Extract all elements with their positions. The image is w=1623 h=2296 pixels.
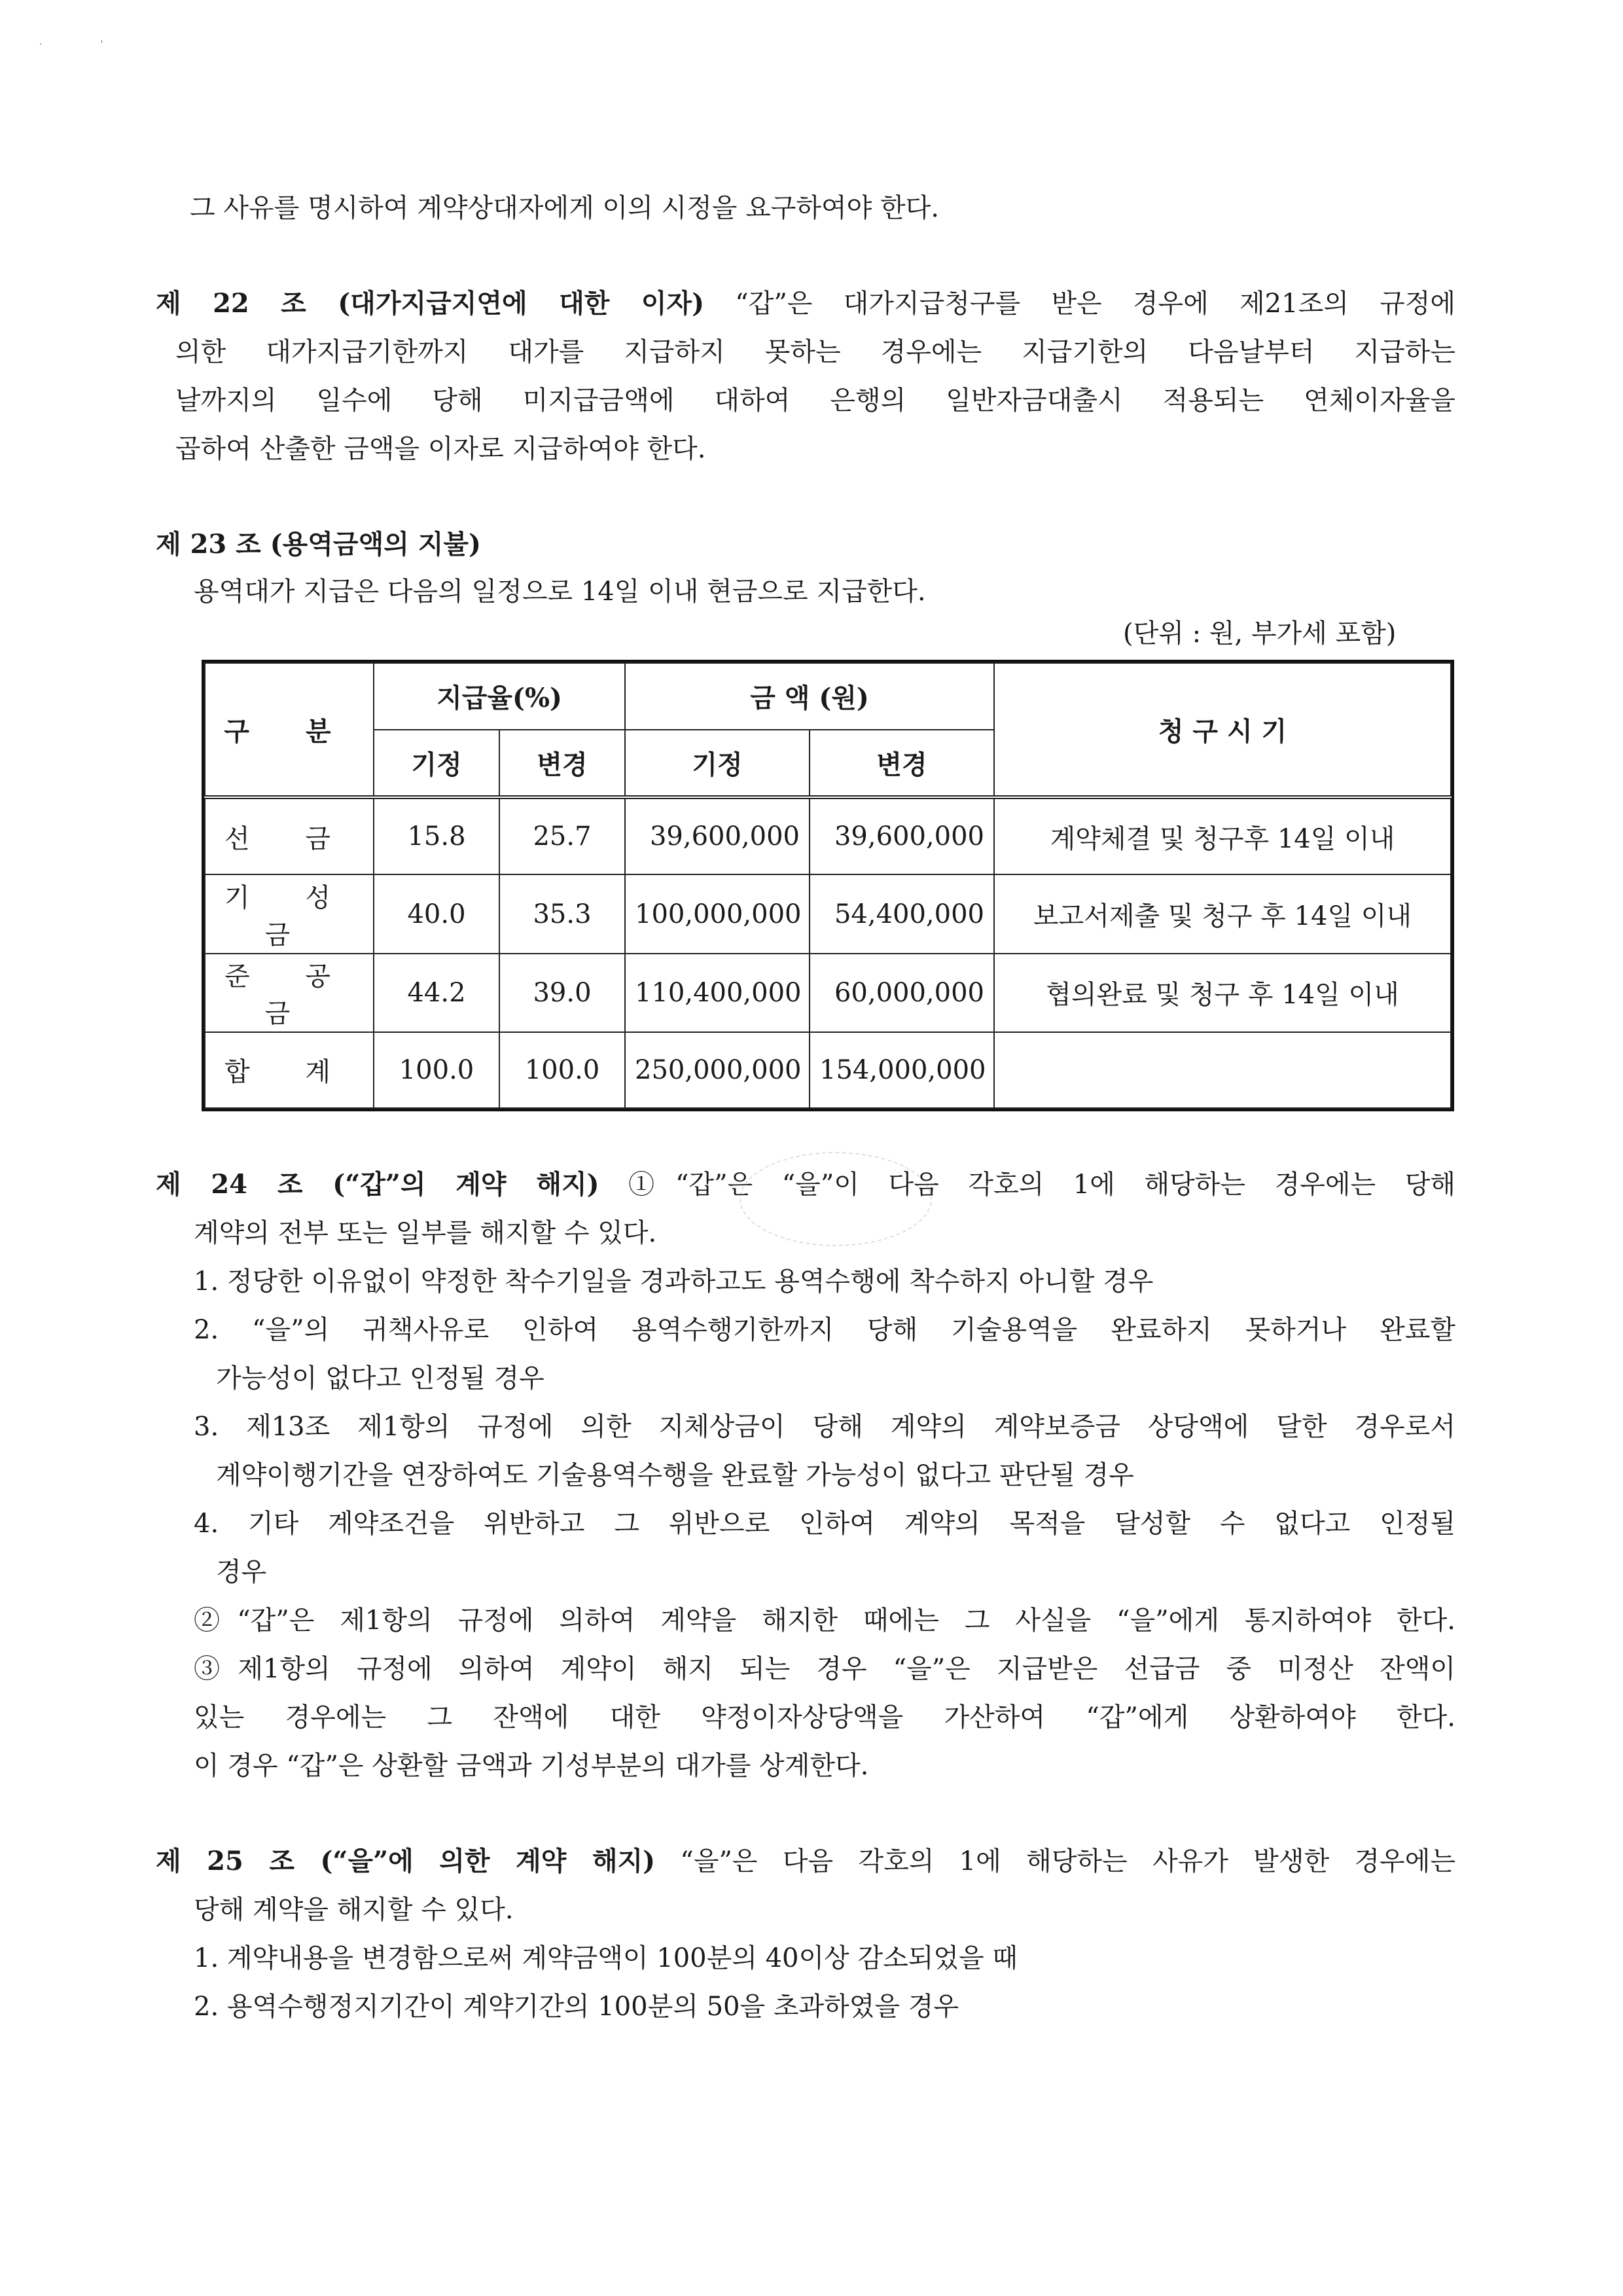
art24-title: 제 24 조 (“갑”의 계약 해지) (156, 1169, 599, 1200)
row-name: 준 공 금 (205, 954, 374, 1032)
row-rate-new: 25.7 (499, 797, 625, 874)
art24-item-3b: 계약이행기간을 연장하여도 기술용역수행을 완료할 가능성이 없다고 판단될 경우 (216, 1460, 1134, 1490)
table-row (205, 874, 1451, 953)
row-name: 선 금 (205, 797, 374, 874)
payment-table (202, 660, 1454, 1111)
header-amount: 금 액 (원) (625, 663, 994, 730)
row-amount-new: 54,400,000 (810, 874, 994, 953)
row-claim: 보고서제출 및 청구 후 14일 이내 (994, 874, 1451, 953)
table-row (205, 797, 1451, 874)
art24-line-2: 계약의 전부 또는 일부를 해지할 수 있다. (194, 1218, 657, 1248)
row-rate-new: 100.0 (499, 1032, 625, 1108)
art22-line-2: 의한 대가지급기한까지 대가를 지급하지 못하는 경우에는 지급기한의 다음날부터 지급하는 (175, 337, 1455, 367)
row-claim: 계약체결 및 청구후 14일 이내 (994, 797, 1451, 874)
row-name: 합 계 (205, 1032, 374, 1108)
sub-amount-changed: 변경 (810, 730, 994, 798)
header-gubun: 구 분 (205, 663, 374, 797)
row-amount-old: 250,000,000 (625, 1032, 810, 1108)
art23-title: 제 23 조 (용역금액의 지불) (156, 529, 481, 560)
art24-item-2b: 가능성이 없다고 인정될 경우 (216, 1363, 544, 1393)
sub-rate-existing: 기정 (374, 730, 499, 798)
table-header-row (205, 663, 1451, 730)
art24-para-3b: 있는 경우에는 그 잔액에 대한 약정이자상당액을 가산하여 “갑”에게 상환하여야 한다. (194, 1702, 1455, 1732)
row-amount-old: 110,400,000 (625, 954, 810, 1032)
row-amount-old: 100,000,000 (625, 874, 810, 953)
row-amount-new: 154,000,000 (810, 1032, 994, 1108)
art24-para-3a: ③제1항의 규정에 의하여 계약이 해지 되는 경우 “을”은 지급받은 선급금 중 미정산 잔액이 (194, 1654, 1455, 1684)
table-row (205, 954, 1451, 1032)
row-rate-new: 35.3 (499, 874, 625, 953)
art22-text: “갑”은 대가지급청구를 받은 경우에 제21조의 규정에 (735, 289, 1456, 319)
header-rate: 지급율(%) (374, 663, 625, 730)
art24-para-2: ②“갑”은 제1항의 규정에 의하여 계약을 해지한 때에는 그 사실을 “을”에게 통지하여야 한다. (194, 1605, 1455, 1636)
scan-speck: · ' (39, 39, 103, 50)
art22-line-1 (156, 285, 1455, 322)
art24-item-4b: 경우 (216, 1557, 267, 1587)
intro-line: 그 사유를 명시하여 계약상대자에게 이의 시정을 요구하여야 한다. (190, 193, 939, 223)
art25-line-1 (156, 1843, 1455, 1880)
art22-title: 제 22 조 (대가지급지연에 대한 이자) (156, 288, 705, 319)
row-claim: 협의완료 및 청구 후 14일 이내 (994, 954, 1451, 1032)
unit-note: (단위 : 원, 부가세 포함) (1123, 619, 1397, 649)
row-claim (994, 1032, 1451, 1108)
row-name: 기 성 금 (205, 874, 374, 953)
row-rate-new: 39.0 (499, 954, 625, 1032)
row-rate-old: 100.0 (374, 1032, 499, 1108)
row-amount-new: 39,600,000 (810, 797, 994, 874)
art24-line-1 (156, 1166, 1455, 1203)
art24-item-1: 1. 정당한 이유없이 약정한 착수기일을 경과하고도 용역수행에 착수하지 아니할 경우 (194, 1266, 1154, 1297)
row-rate-old: 15.8 (374, 797, 499, 874)
art25-line-2: 당해 계약을 해지할 수 있다. (194, 1895, 514, 1925)
art24-item-3a: 3. 제13조 제1항의 규정에 의한 지체상금이 당해 계약의 계약보증금 상당액에 달한 경우로서 (194, 1412, 1455, 1442)
art24-para-3c: 이 경우 “갑”은 상환할 금액과 기성부분의 대가를 상계한다. (194, 1751, 869, 1781)
art25-item-2: 2. 용역수행정지기간이 계약기간의 100분의 50을 초과하였을 경우 (194, 1992, 959, 2022)
art25-title: 제 25 조 (“을”에 의한 계약 해지) (156, 1846, 656, 1876)
header-claim: 청 구 시 기 (994, 663, 1451, 797)
row-rate-old: 40.0 (374, 874, 499, 953)
table-row (205, 1032, 1451, 1108)
art22-line-3: 날까지의 일수에 당해 미지급금액에 대하여 은행의 일반자금대출시 적용되는 연체이자율을 (175, 386, 1455, 416)
art24-item-4a: 4. 기타 계약조건을 위반하고 그 위반으로 인하여 계약의 목적을 달성할 수 없다고 인정될 (194, 1509, 1455, 1539)
art23-line-1: 용역대가 지급은 다음의 일정으로 14일 이내 현금으로 지급한다. (194, 577, 926, 607)
art25-item-1: 1. 계약내용을 변경함으로써 계약금액이 100분의 40이상 감소되었을 때 (194, 1943, 1018, 1973)
art24-item-2a: 2. “을”의 귀책사유로 인하여 용역수행기한까지 당해 기술용역을 완료하지 못하거나 완료할 (194, 1315, 1455, 1345)
art24-text: ①“갑”은 “을”이 다음 각호의 1에 해당하는 경우에는 당해 (628, 1170, 1455, 1200)
art25-text: “을”은 다음 각호의 1에 해당하는 사유가 발생한 경우에는 (680, 1846, 1455, 1876)
row-rate-old: 44.2 (374, 954, 499, 1032)
art22-line-4: 곱하여 산출한 금액을 이자로 지급하여야 한다. (175, 434, 706, 464)
sub-rate-changed: 변경 (499, 730, 625, 798)
row-amount-old: 39,600,000 (625, 797, 810, 874)
row-amount-new: 60,000,000 (810, 954, 994, 1032)
sub-amount-existing: 기정 (625, 730, 810, 798)
